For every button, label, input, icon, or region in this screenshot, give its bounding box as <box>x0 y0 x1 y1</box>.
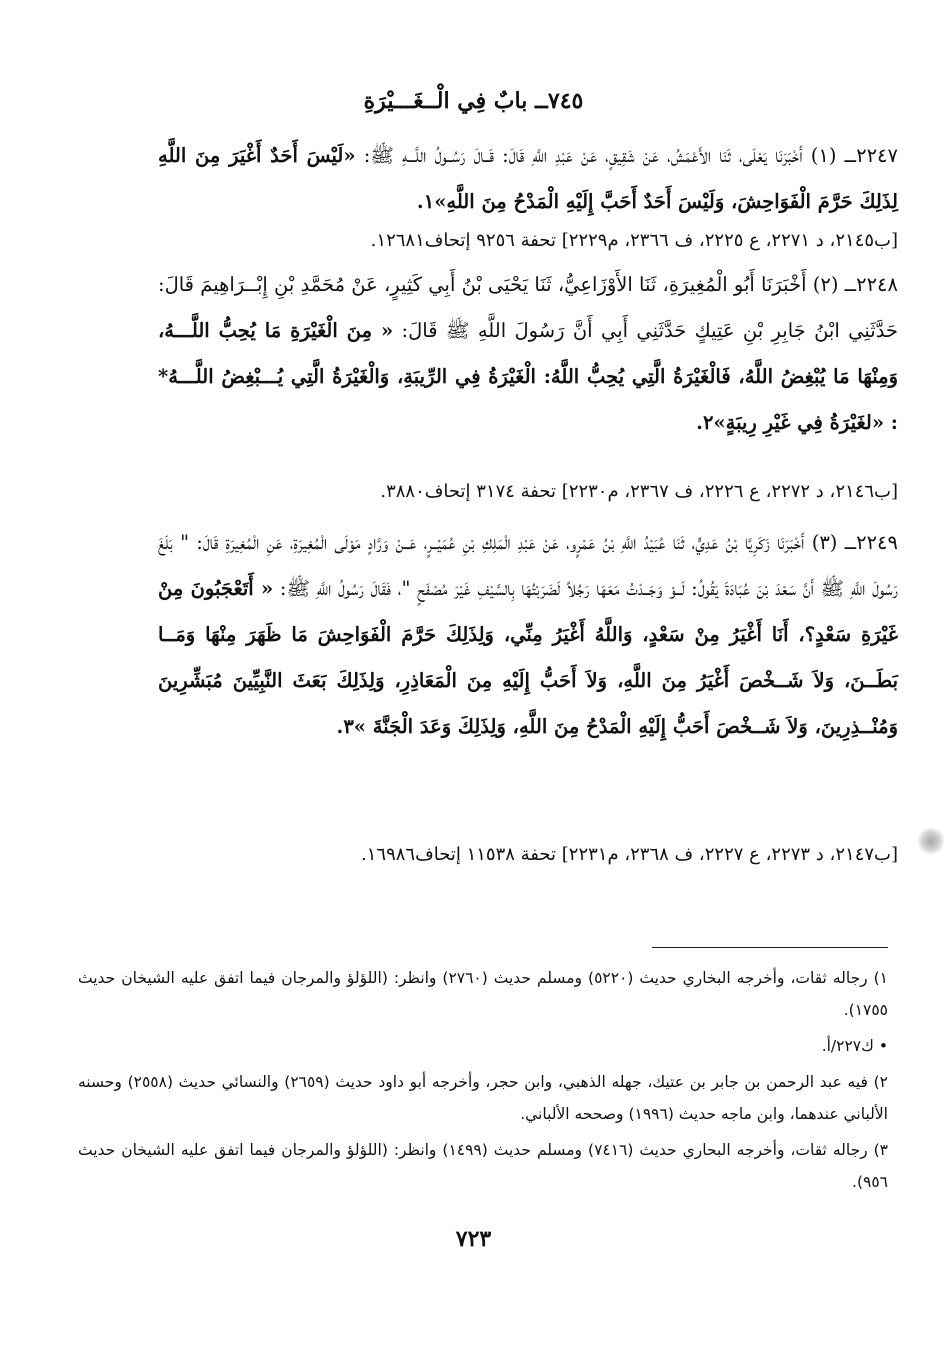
scan-speck <box>918 826 944 856</box>
chapter-title: ٧٤٥ــ بابٌ فِي الْــغَـــيْرَةِ <box>363 88 584 114</box>
footnote-3: ٣) رجاله ثقات، وأخرجه البحاري حديث (٧٤١٦) ومسلم حديث (١٤٩٩) وانظر: (اللؤلؤ والمرجان فيما اتفق عليه الشيخان حديث ٩٥٦). <box>78 1141 888 1191</box>
hadith-isnad: ٢٢٤٨ــ (٢) أَخْبَرَنَا أَبُو الْمُغِيرَةِ، ثَنَا الأَوْزَاعِيُّ، ثَنَا يَحْيَى بْنُ أَبِي كَثِيرٍ، عَنْ مُحَمَّدِ بْنِ إِبْــرَاهِيمَ قَالَ: حَدَّثَنِي ابْنُ جَابِرِ بْنِ عَتِيكٍ حَدَّثَنِي أَبِي أَنَّ رَسُولَ اللَّهِ ﷺ قَالَ: <box>158 273 899 342</box>
hadith-references: [ب٢١٤٦، د ٢٢٧٢، ع ٢٢٢٦، ف ٢٣٦٧، م٢٢٣٠] تحفة ٣١٧٤ إتحاف٣٨٨٠. <box>380 481 898 502</box>
hadith-2247 <box>158 133 898 225</box>
hadith-saying: «لَيْسَ أَحَدٌ أَغْيَرَ مِنَ اللَّهِ لِذَلِكَ حَرَّمَ الْفَوَاحِشَ، وَلَيْسَ أَحَدٌ أَحَبَّ إِلَيْهِ الْمَدْحُ مِنَ اللَّهِ»١. <box>158 144 898 213</box>
hadith-2248 <box>158 262 898 446</box>
footnote-2: ٢) فيه عبد الرحمن بن جابر بن عتيك، جهله الذهبي، وابن حجر، وأخرجه أبو داود حديث (٢٦٥٩) والنسائي حديث (٢٥٥٨) وحسنه الألباني عندهما، وابن ماجه حديث (١٩٩٦) وصححه الألباني. <box>78 1073 888 1123</box>
footnotes <box>78 962 888 1202</box>
hadith-saying: « أَتَعْجَبُونَ مِنْ غَيْرَةِ سَعْدٍ؟، أَنَا أَغْيَرُ مِنْ سَعْدٍ، وَاللَّهُ أَغْيَرُ مِنِّي، وَلِذَلِكَ حَرَّمَ الْفَوَاحِشَ مَا ظَهَرَ مِنْهَا وَمَــا بَطَــنَ، وَلاَ شَــخْصَ أَغْيَرُ مِنَ اللَّهِ، وَلاَ أَحَبُّ إِلَيْهِ مِنَ الْمَعَاذِرِ، وَلِذَلِكَ بَعَثَ النَّبِيِّينَ مُبَشِّرِينَ وَمُنْــذِرِينَ، وَلاَ شَــخْصَ أَحَبُّ إِلَيْهِ الْمَدْحُ مِنَ اللَّهِ، وَلِذَلِكَ وَعَدَ الْجَنَّةَ »٣. <box>158 577 898 738</box>
hadith-isnad: ٢٢٤٧ــ (١) أَخْبَرَنَا يَعْلَى، ثَنَا الأَعْمَشُ، عَنْ شَقِيقٍ، عَنْ عَبْدِ اللَّهِ قَالَ: قَــالَ رَسُــولُ اللَّـــهِ ﷺ: <box>363 144 898 167</box>
hadith-2249 <box>158 520 898 750</box>
footnote-marker: • ك٢٢٧/أ. <box>821 1037 888 1055</box>
page-number: ٧٢٣ <box>455 1226 492 1252</box>
hadith-references: [ب٢١٤٥، د ٢٢٧١، ع ٢٢٢٥، ف ٢٣٦٦، م٢٢٢٩] تحفة ٩٢٥٦ إتحاف١٢٦٨١. <box>370 230 898 251</box>
hadith-saying: « مِنَ الْغَيْرَةِ مَا يُحِبُّ اللَّـــهُ، وَمِنْهَا مَا يُبْغِضُ اللَّهُ، فَالْغَيْرَةُ الَّتِي يُحِبُّ اللَّهُ: الْغَيْرَةُ فِي الرِّيبَةِ، وَالْغَيْرَةُ الَّتِي يُـــبْغِضُ اللَّـــهُ* : «لغَيْرَةُ فِي غَيْرِ رِيبَةٍ»٢. <box>158 319 898 434</box>
hadith-references: [ب٢١٤٧، د ٢٢٧٣، ع ٢٢٢٧، ف ٢٣٦٨، م٢٢٣١] تحفة ١١٥٣٨ إتحاف١٦٩٨٦. <box>361 844 898 865</box>
footnote-1: ١) رجاله ثقات، وأخرجه البخاري حديث (٥٢٢٠) ومسلم حديث (٢٧٦٠) وانظر: (اللؤلؤ والمرجان فيما اتفق عليه الشيخان حديث ١٧٥٥). <box>78 969 888 1019</box>
footnote-divider <box>652 947 888 948</box>
hadith-isnad: ٢٢٤٩ــ (٣) أَخْبَرَنَا زَكَرِيَّا بْنُ عَدِيٍّ، ثَنَا عُبَيْدُ اللَّهِ بْنُ عَمْرٍو، عَنْ عَبْدِ الْمَلِكِ بْنِ عُمَيْــرٍ، عَــنْ وَرَّادٍ مَوْلَى الْمُغِيرَةِ، عَنِ الْمُغِيرَةِ قَالَ: " بَلَغَ رَسُولَ اللَّهِ ﷺ أَنَّ سَعْدَ بْنَ عُبَادَةَ يَقُولُ: لَــوْ وَجَــدْتُ مَعَهَا رَجُلاً لَضَرَبْتُهَا بِالسَّيْفِ غَيْرَ مُصْفَحٍ "، فَقَالَ رَسُولُ اللَّهِ ﷺ: <box>158 531 899 600</box>
